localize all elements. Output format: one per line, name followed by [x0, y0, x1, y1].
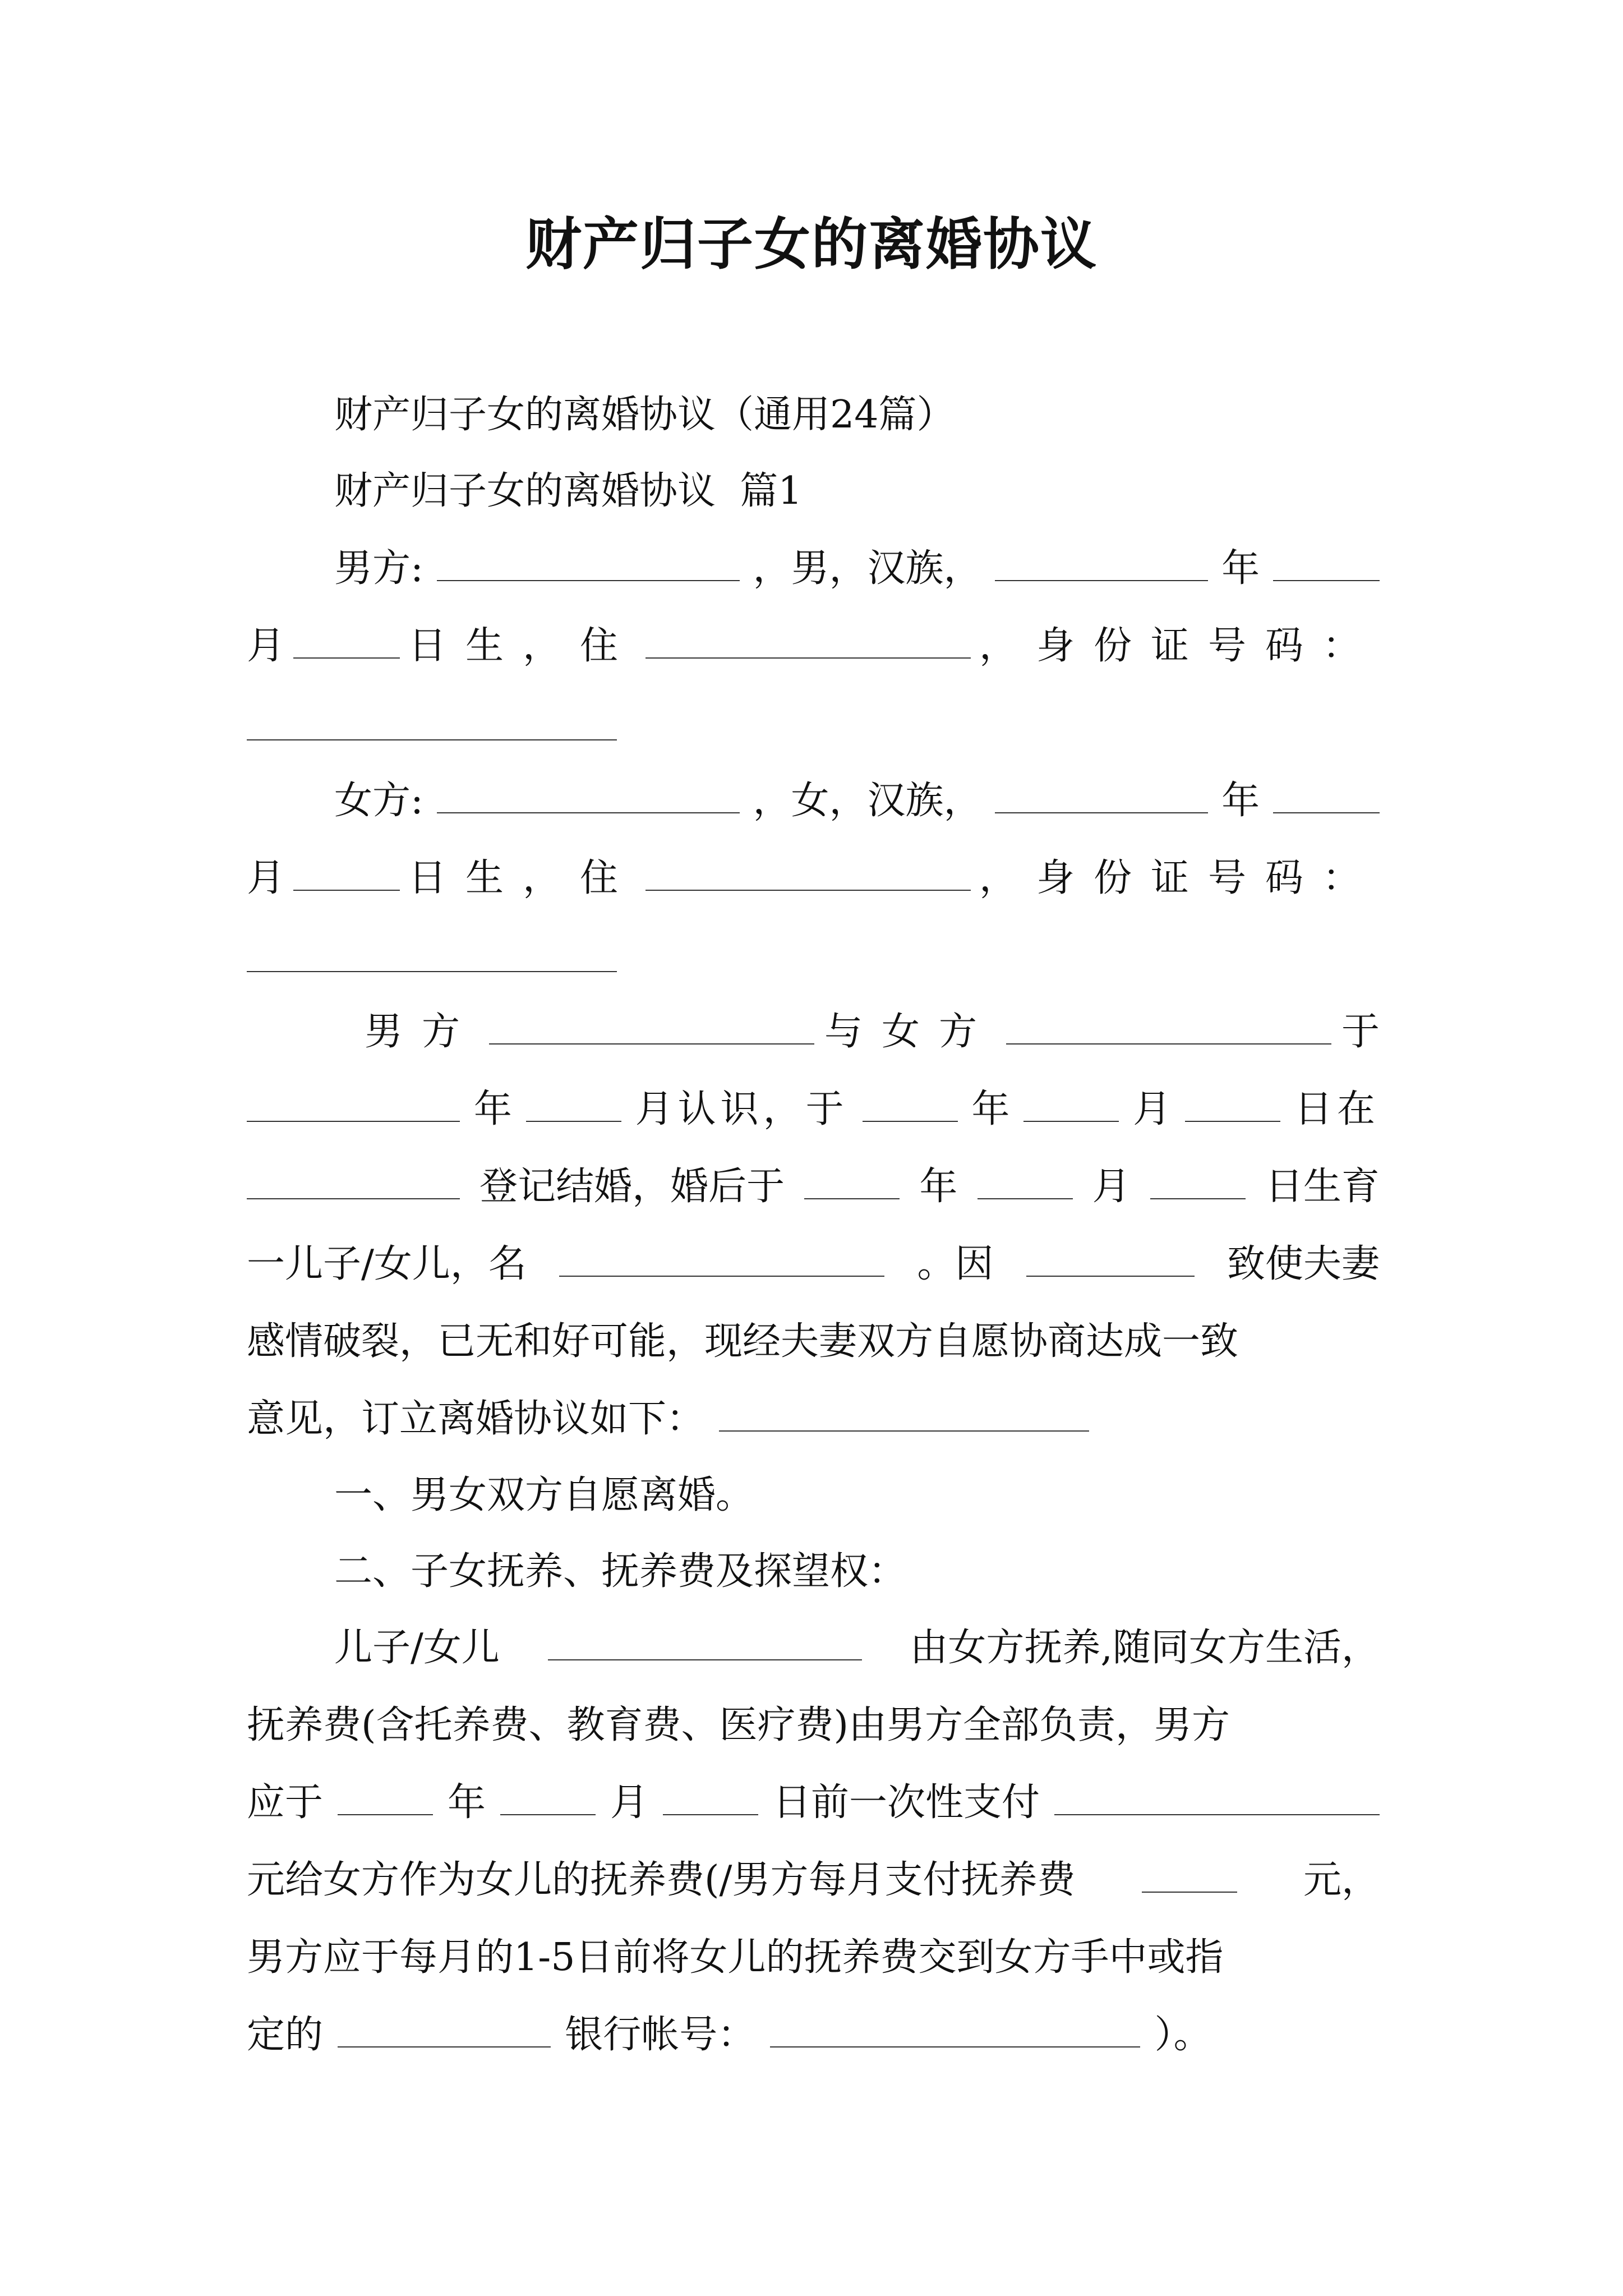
child-name-blank[interactable]	[559, 1242, 884, 1277]
custody-line-3	[247, 1764, 1380, 1842]
body-line-2	[247, 1070, 1380, 1149]
meet-month-text: 月认识，于	[635, 1087, 849, 1131]
male-name-blank[interactable]	[437, 546, 740, 581]
pay-month-label: 月	[610, 1780, 648, 1825]
male-address-blank[interactable]	[645, 624, 971, 659]
male-month-label: 月	[247, 624, 285, 668]
pay-day-text: 日前一次性支付	[772, 1780, 1040, 1825]
female-id-number-blank[interactable]	[247, 969, 617, 972]
male-party-line-2	[247, 607, 1380, 685]
female-birth-month-blank[interactable]	[1273, 779, 1380, 813]
marry-day-text: 日在	[1294, 1087, 1380, 1131]
custody-line-2	[247, 1686, 1380, 1765]
female-month-label: 月	[247, 856, 285, 900]
meet-year-label: 年	[473, 1087, 512, 1131]
support-unit-text: 元，	[1303, 1858, 1380, 1902]
female-id-text: ，身份证号码：	[979, 856, 1380, 900]
female-day-live-text: 日生，住	[408, 856, 637, 900]
monthly-support-blank[interactable]	[1142, 1858, 1237, 1893]
body-female-name-blank[interactable]	[1006, 1010, 1331, 1045]
body-male-name-blank[interactable]	[489, 1010, 814, 1045]
item-2	[247, 1533, 1380, 1611]
male-year-label: 年	[1221, 546, 1260, 591]
birth-month-label: 月	[1092, 1165, 1131, 1209]
section-heading	[247, 452, 1380, 531]
section-heading-text: 财产归子女的离婚协议 篇1	[334, 469, 803, 513]
item-2-text: 二、子女抚养、抚养费及探望权：	[334, 1549, 907, 1594]
cause-text: 致使夫妻	[1227, 1242, 1380, 1286]
female-year-label: 年	[1221, 779, 1260, 823]
male-gender-text: ，男，汉族，	[753, 546, 982, 591]
male-id-text: ，身份证号码：	[979, 624, 1380, 668]
body-at-text: 于	[1341, 1010, 1380, 1054]
marry-month-blank[interactable]	[1023, 1087, 1119, 1122]
birth-day-text: 日生育	[1265, 1165, 1380, 1209]
document-title: 财产归子女的离婚协议	[525, 211, 1098, 277]
female-birth-year-blank[interactable]	[995, 779, 1208, 813]
male-birth-day-blank[interactable]	[293, 624, 400, 659]
meet-year-blank[interactable]	[247, 1087, 460, 1122]
subtitle-text: 财产归子女的离婚协议（通用24篇）	[334, 393, 955, 437]
female-party-line-2	[247, 839, 1380, 918]
child-text: 一儿子/女儿，名	[247, 1242, 527, 1286]
body-female-text: 与女方	[824, 1010, 996, 1054]
bank-name-blank[interactable]	[338, 2013, 551, 2047]
male-birth-year-blank[interactable]	[995, 546, 1208, 581]
male-id-number-blank[interactable]	[247, 738, 617, 740]
male-party-line-1	[247, 530, 1380, 608]
pay-year-blank[interactable]	[338, 1780, 433, 1815]
custody-text: 由女方抚养,随同女方生活，	[910, 1626, 1380, 1670]
male-birth-month-blank[interactable]	[1273, 546, 1380, 581]
female-birth-day-blank[interactable]	[293, 856, 400, 891]
custody-line-5-text: 男方应于每月的1-5日前将女儿的抚养费交到女方手中或指	[247, 1935, 1224, 1980]
body-line-5-text: 感情破裂，已无和好可能，现经夫妻双方自愿协商达成一致	[247, 1319, 1239, 1364]
male-label: 男方:	[334, 546, 423, 591]
female-label: 女方:	[334, 779, 423, 823]
marry-month-label: 月	[1133, 1087, 1172, 1131]
agreement-blank[interactable]	[719, 1397, 1089, 1432]
custody-line-5	[247, 1918, 1380, 1997]
body-line-6-text: 意见，订立离婚协议如下：	[247, 1397, 705, 1441]
body-line-3	[247, 1148, 1380, 1226]
birth-year-blank[interactable]	[804, 1165, 900, 1199]
subtitle	[247, 376, 1380, 454]
custody-line-1	[247, 1609, 1380, 1687]
register-text: 登记结婚，婚后于	[479, 1165, 785, 1209]
body-line-5	[247, 1303, 1380, 1381]
body-line-6	[247, 1380, 1380, 1458]
pay-month-blank[interactable]	[500, 1780, 596, 1815]
meet-month-blank[interactable]	[526, 1087, 621, 1122]
bank-account-blank[interactable]	[770, 2013, 1140, 2047]
custody-line-2-text: 抚养费(含托养费、教育费、医疗费)由男方全部负责，男方	[247, 1703, 1230, 1747]
body-line-4	[247, 1225, 1380, 1304]
item-1	[247, 1456, 1380, 1535]
body-male-text: 男方	[365, 1010, 479, 1054]
pay-amount-blank[interactable]	[1054, 1780, 1380, 1815]
birth-day-blank[interactable]	[1150, 1165, 1246, 1199]
item-1-text: 一、男女双方自愿离婚。	[334, 1473, 754, 1517]
pay-day-blank[interactable]	[663, 1780, 758, 1815]
bank-account-text: 银行帐号：	[565, 2013, 756, 2057]
register-place-blank[interactable]	[247, 1165, 460, 1199]
custody-line-4	[247, 1841, 1380, 1920]
custody-child-text: 儿子/女儿	[334, 1626, 500, 1670]
marry-year-blank[interactable]	[863, 1087, 958, 1122]
custody-child-name-blank[interactable]	[548, 1626, 862, 1660]
custody-line-6	[247, 1996, 1380, 2074]
body-line-1	[247, 993, 1380, 1071]
designated-text: 定的	[247, 2013, 324, 2057]
female-party-line-1	[247, 762, 1380, 840]
pay-year-label: 年	[447, 1780, 486, 1825]
closing-text: ）。	[1154, 2013, 1212, 2057]
marry-year-label: 年	[971, 1087, 1010, 1131]
female-address-blank[interactable]	[645, 856, 971, 891]
birth-year-label: 年	[919, 1165, 958, 1209]
support-text: 元给女方作为女儿的抚养费(/男方每月支付抚养费	[247, 1858, 1076, 1902]
cause-blank[interactable]	[1026, 1242, 1195, 1277]
pay-before-text: 应于	[247, 1780, 324, 1825]
marry-day-blank[interactable]	[1185, 1087, 1280, 1122]
male-day-live-text: 日生，住	[408, 624, 637, 668]
because-text: 。因	[917, 1242, 994, 1286]
female-name-blank[interactable]	[437, 779, 740, 813]
birth-month-blank[interactable]	[978, 1165, 1073, 1199]
female-gender-text: ，女，汉族，	[753, 779, 982, 823]
